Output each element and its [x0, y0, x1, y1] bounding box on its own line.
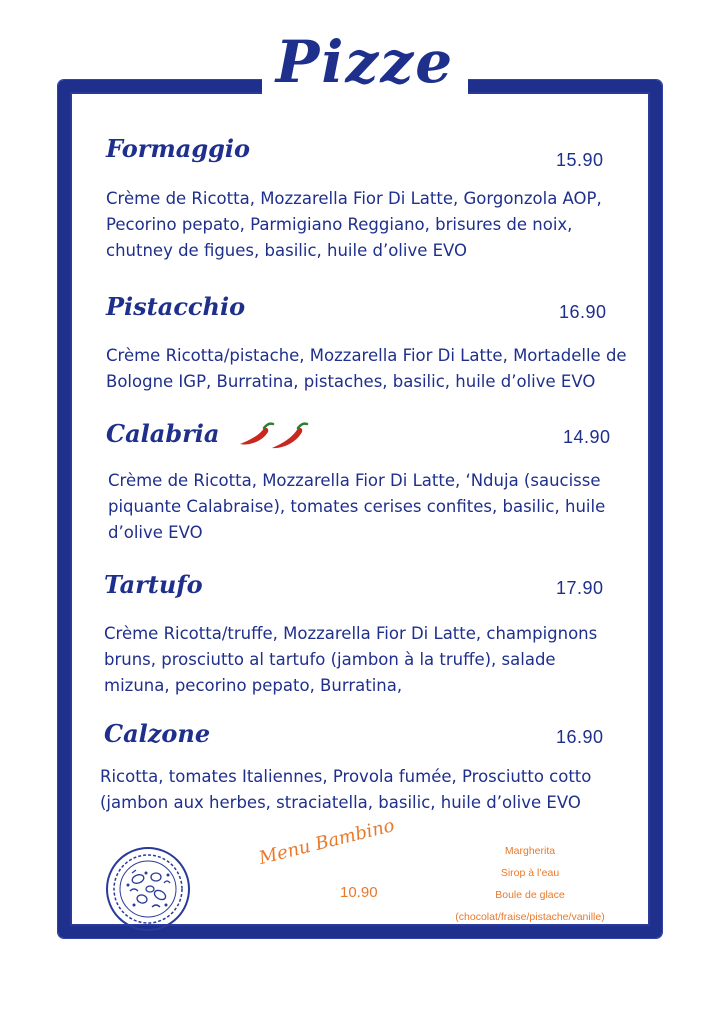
- menu-bambino-title: Menu Bambino: [256, 815, 397, 869]
- page-title: Pizze: [275, 28, 455, 96]
- pizza-price-pistacchio: 16.90: [559, 302, 607, 322]
- menu-bambino-item: Sirop à l’eau: [500, 867, 560, 879]
- pizza-description-formaggio: Crème de Ricotta, Mozzarella Fior Di Latte, Gorgonzola AOP, Pecorino pepato, Parmigiano Reggiano, brisures de noix, chutney de figues, basilic, huile d’olive EVO: [106, 189, 602, 260]
- pizza-illustration-icon: [104, 845, 192, 933]
- pizza-description-calzone: Ricotta, tomates Italiennes, Provola fumée, Prosciutto cotto (jambon aux herbes, straciatella, basilic, huile d’olive EVO: [100, 767, 592, 812]
- pizza-price-calabria: 14.90: [563, 427, 611, 447]
- pizza-name-tartufo: Tartufo: [104, 570, 203, 599]
- menu-bambino-price: 10.90: [340, 884, 378, 901]
- menu-bambino-items: [430, 840, 630, 928]
- menu-bambino-item: (chocolat/fraise/pistache/vanille): [455, 911, 605, 923]
- pizza-description-calabria: Crème de Ricotta, Mozzarella Fior Di Latte, ‘Nduja (saucisse piquante Calabraise), tomates cerises confites, basilic, huile d’olive EVO: [108, 471, 606, 542]
- pizza-description-tartufo: Crème Ricotta/truffe, Mozzarella Fior Di Latte, champignons bruns, prosciutto al tartufo (jambon à la truffe), salade mizuna, pecorino pepato, Burratina,: [104, 624, 598, 695]
- pizza-price-formaggio: 15.90: [556, 150, 604, 170]
- pizza-name-formaggio: Formaggio: [106, 134, 251, 163]
- menu-bambino-item: Margherita: [504, 845, 556, 857]
- menu-bambino-item: Boule de glace: [495, 889, 565, 901]
- pizza-name-calabria: Calabria: [106, 419, 220, 448]
- pizza-price-calzone: 16.90: [556, 727, 604, 747]
- chili-pepper-icon: [234, 418, 312, 452]
- pizza-name-pistacchio: Pistacchio: [106, 292, 246, 321]
- pizza-name-calzone: Calzone: [104, 719, 211, 748]
- pizza-price-tartufo: 17.90: [556, 578, 604, 598]
- pizza-description-pistacchio: Crème Ricotta/pistache, Mozzarella Fior Di Latte, Mortadelle de Bologne IGP, Burratina, pistaches, basilic, huile d’olive EVO: [106, 346, 627, 391]
